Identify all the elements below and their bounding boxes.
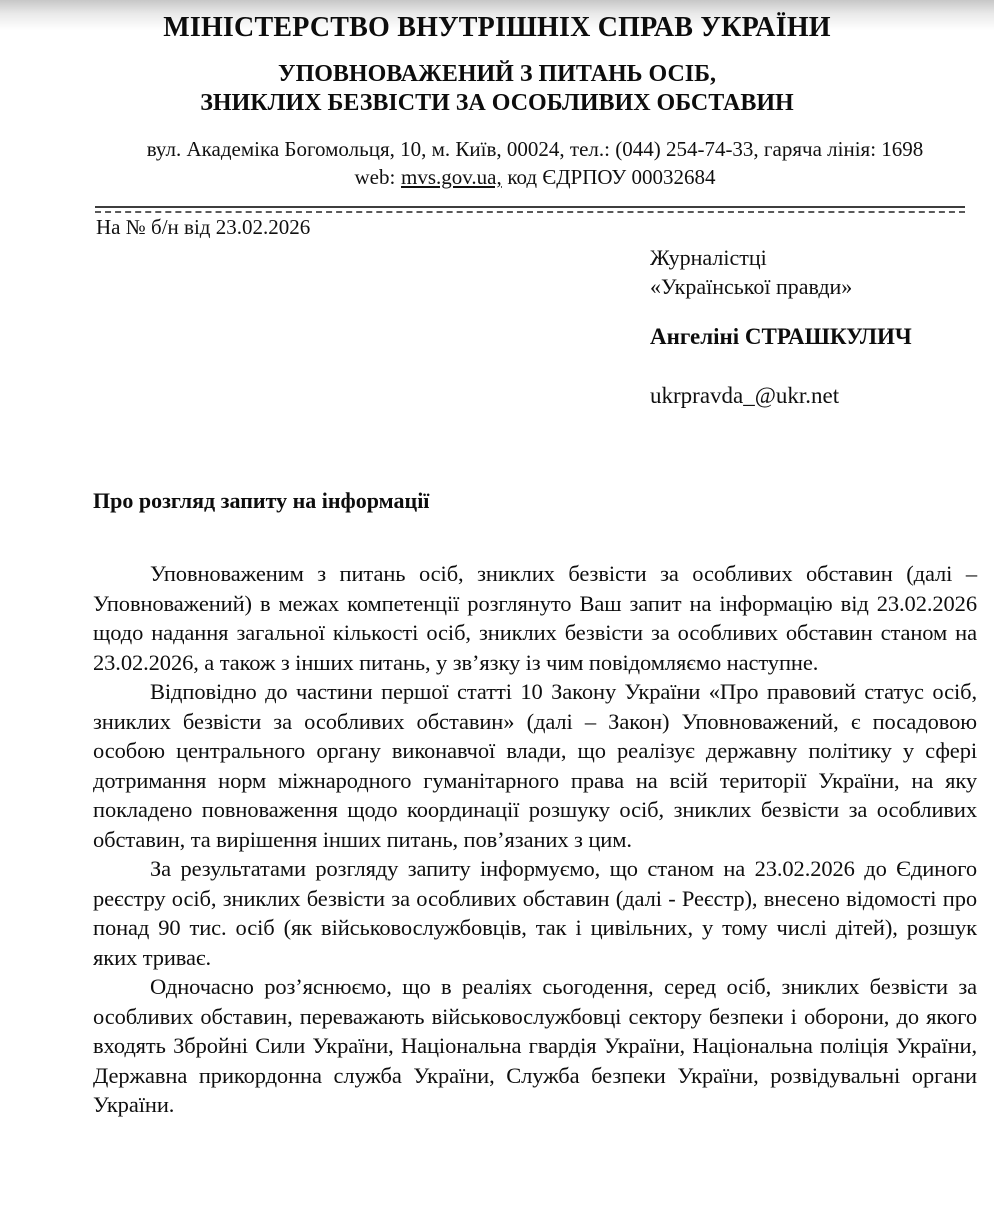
letter-subject: Про розгляд запиту на інформації	[93, 488, 430, 513]
web-url-link[interactable]: mvs.gov.ua,	[401, 165, 502, 189]
letter-paragraph-3: За результатами розгляду запиту інформуємо, що станом на 23.02.2026 до Єдиного реєстру осіб, зниклих безвісти за особливих обставин (далі - Реєстр), внесено відомості про понад 90 тис. осіб (як військовослужбовців, так і цивільних, у тому числі дітей), розшук яких триває.	[93, 856, 977, 970]
letter-paragraph-4: Одночасно роз’яснюємо, що в реаліях сьогодення, серед осіб, зниклих безвісти за особливих обставин, переважають військовослужбовці сектору безпеки і оборони, до якого входять Збройні Сили України, Національна гвардія України, Національна поліція України, Державна прикордонна служба України, Служба безпеки України, розвідувальні органи України.	[93, 974, 977, 1117]
edrpou-code: код ЄДРПОУ 00032684	[507, 165, 716, 189]
recipient-role: Журналістці	[650, 245, 767, 270]
office-title	[55, 60, 939, 118]
letter-paragraph-2: Відповідно до частини першої статті 10 Закону України «Про правовий статус осіб, зниклих безвісти за особливих обставин» (далі – Закон) Уповноважений, є посадовою особою центрального органу виконавчої влади, що реалізує державну політику у сфері дотримання норм міжнародного гуманітарного права на всій території України, на яку покладено повноваження щодо координації розшуку осіб, зниклих безвісти за особливих обставин, та вирішення інших питань, пов’язаних з цим.	[93, 679, 977, 852]
letterhead-separator-solid	[95, 206, 965, 208]
recipient-block	[650, 243, 852, 301]
letterhead-contacts	[73, 135, 994, 191]
letterhead-separator-dashed	[95, 211, 965, 213]
recipient-email: ukrpravda_@ukr.net	[650, 383, 840, 408]
letter-body	[93, 559, 977, 1120]
office-title-line1: УПОВНОВАЖЕНИЙ З ПИТАНЬ ОСІБ,	[277, 61, 717, 87]
reference-number-line: На № б/н від 23.02.2026	[96, 215, 311, 239]
office-title-line2: ЗНИКЛИХ БЕЗВІСТИ ЗА ОСОБЛИВИХ ОБСТАВИН	[200, 90, 794, 116]
recipient-organization: «Української правди»	[650, 274, 853, 299]
recipient-name: Ангеліні СТРАШКУЛИЧ	[650, 324, 912, 349]
web-and-edrpou-line	[73, 163, 994, 191]
postal-address-line: вул. Академіка Богомольця, 10, м. Київ, 00024, тел.: (044) 254-74-33, гаряча лінія: 1698	[146, 137, 924, 161]
ministry-title: МІНІСТЕРСТВО ВНУТРІШНІХ СПРАВ УКРАЇНИ	[163, 12, 831, 43]
web-label: web:	[354, 165, 396, 189]
letter-paragraph-1: Уповноваженим з питань осіб, зниклих безвісти за особливих обставин (далі – Уповноважений) в межах компетенції розглянуто Ваш запит на інформацію від 23.02.2026 щодо надання загальної кількості осіб, зниклих безвісти за особливих обставин станом на 23.02.2026, а також з інших питань, у зв’язку із чим повідомляємо наступне.	[93, 561, 977, 675]
